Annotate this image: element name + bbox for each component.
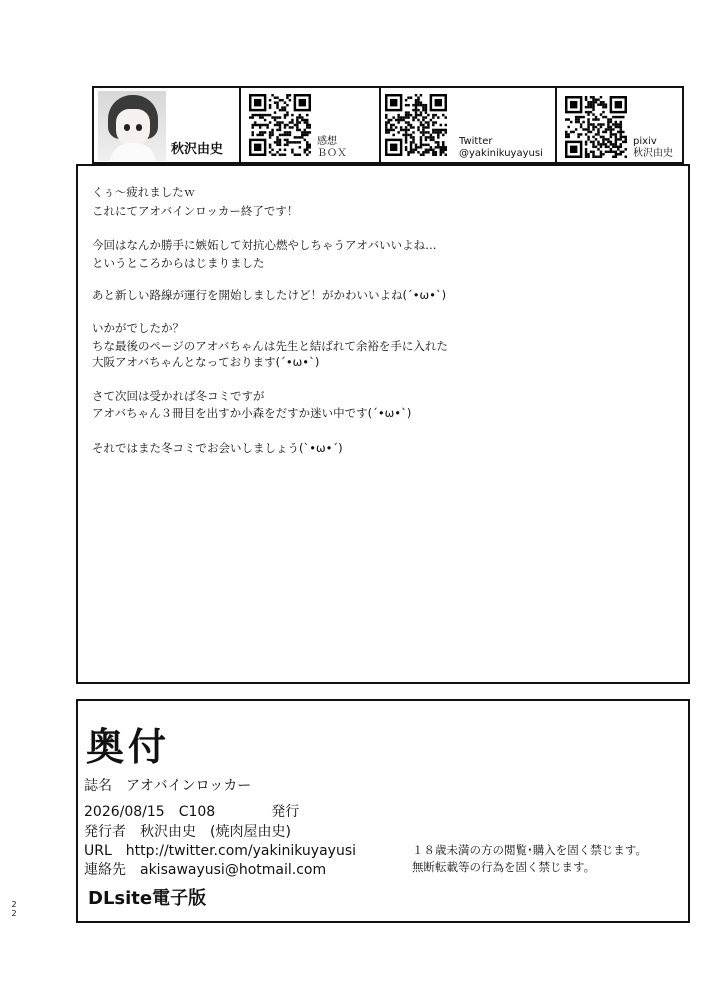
colophon-title: 奥付	[86, 724, 171, 769]
afterword-line: あと新しい路線が運行を開始しましたけど！がかわいいよね(´•ω•`)	[92, 288, 447, 302]
twitter-cell	[381, 88, 557, 162]
feedback-qr-caption: 感想 ＢＯＸ	[317, 136, 347, 159]
afterword-line: というところからはじまりました	[92, 256, 265, 270]
edition-label: DLsite電子版	[88, 888, 207, 909]
twitter-qr-caption: Twitter @yakinikuyayusi	[459, 136, 543, 159]
page-number	[10, 900, 18, 918]
feedback-qr-code[interactable]	[249, 94, 311, 156]
pixiv-qr-caption: pixiv 秋沢由史	[633, 136, 673, 159]
afterword-line: 大阪アオバちゃんとなっております(´•ω•`)	[92, 355, 320, 369]
age-restriction-notice: １８歳未満の方の閲覧･購入を固く禁じます。	[412, 843, 647, 857]
afterword-line: アオバちゃん３冊目を出すか小森をだすか迷い中です(´•ω•`)	[92, 406, 412, 420]
author-avatar	[98, 91, 166, 161]
afterword-line: 今回はなんか勝手に嫉妬して対抗心燃やしちゃうアオバいいよね…	[92, 238, 437, 252]
author-cell	[94, 88, 241, 162]
afterword-line: さて次回は受かれば冬コミですが	[92, 389, 265, 403]
publish-date-line: 2026/08/15 C108 発行	[84, 804, 300, 820]
author-name: 秋沢由史	[171, 142, 224, 157]
page-number-text: 2 2	[11, 900, 17, 918]
afterword-line: くぅ～疲れましたｗ	[92, 185, 196, 199]
publisher-line: 発行者 秋沢由史 (焼肉屋由史)	[84, 824, 291, 840]
twitter-qr-code[interactable]	[385, 94, 447, 156]
book-title-line: 誌名 アオバインロッカー	[84, 778, 252, 794]
url-line[interactable]: URL http://twitter.com/yakinikuyayusi	[84, 843, 357, 859]
afterword-line: ちな最後のページのアオバちゃんは先生と結ばれて余裕を手に入れた	[92, 339, 448, 353]
afterword-line: いかがでしたか？	[92, 321, 184, 335]
afterword-line: それではまた冬コミでお会いしましょう(`•ω•´)	[92, 441, 343, 455]
pixiv-cell	[557, 88, 682, 162]
contact-line[interactable]: 連絡先 akisawayusi@hotmail.com	[84, 862, 327, 878]
header-strip	[92, 86, 684, 164]
feedback-cell	[241, 88, 381, 162]
afterword-line: これにてアオバインロッカー終了です！	[92, 204, 299, 218]
pixiv-qr-code[interactable]	[565, 96, 627, 158]
reprint-notice: 無断転載等の行為を固く禁じます。	[412, 860, 596, 874]
